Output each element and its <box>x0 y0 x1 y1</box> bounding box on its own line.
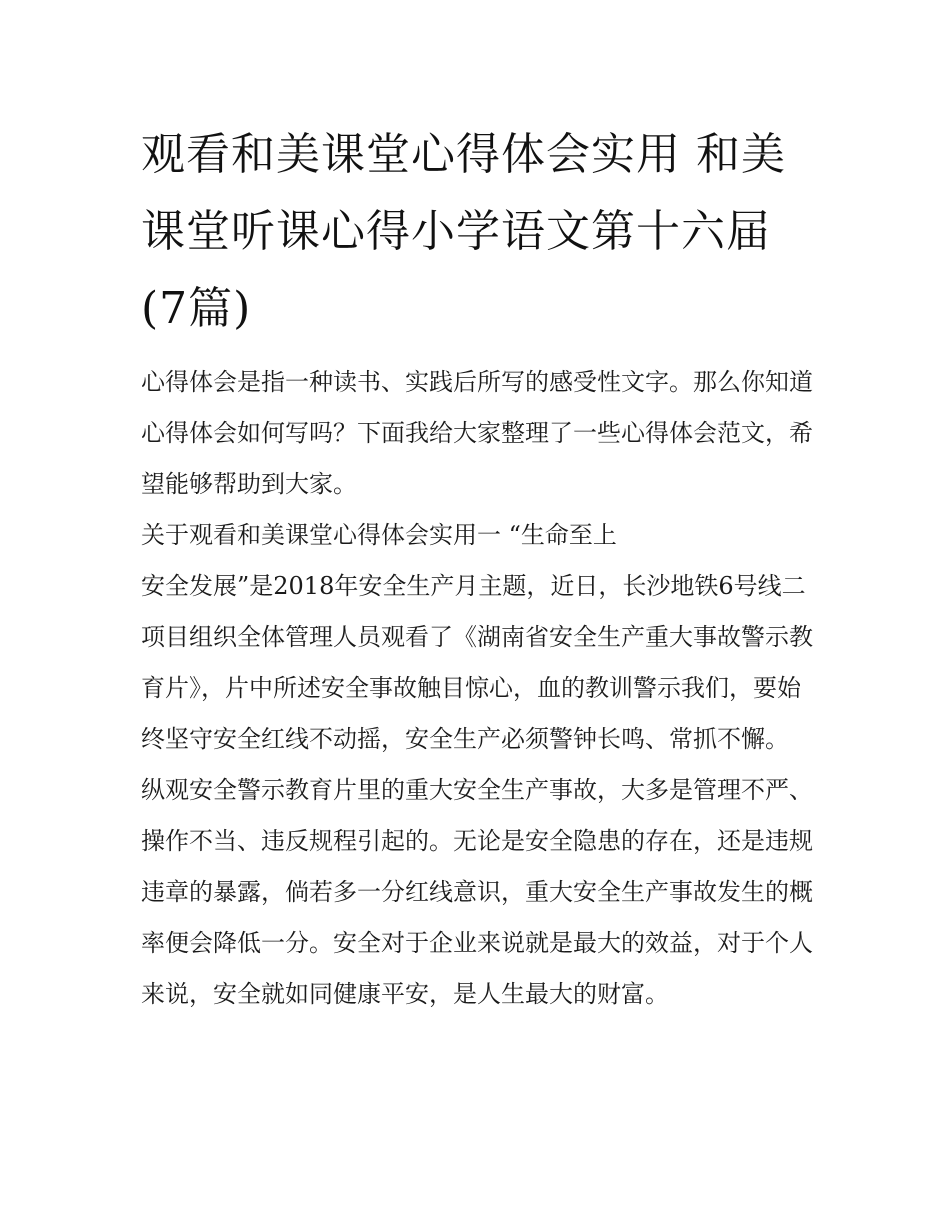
paragraph-intro: 心得体会是指一种读书、实践后所写的感受性文字。那么你知道心得体会如何写吗？下面我给大家整理了一些心得体会范文，希望能够帮助到大家。 <box>141 368 813 498</box>
paragraph-accident-review: 纵观安全警示教育片里的重大安全生产事故，大多是管理不严、操作不当、违反规程引起的。无论是安全隐患的存在，还是违规违章的暴露，倘若多一分红线意识，重大安全生产事故发生的概率便会降低一分。安全对于企业来说就是最大的效益，对于个人来说，安全就如同健康平安，是人生最大的财富。 <box>141 776 813 1008</box>
paragraph-section-heading: 关于观看和美课堂心得体会实用一 “生命至上 <box>141 521 617 549</box>
paragraph-safety-month: 安全发展”是2018年安全生产月主题，近日，长沙地铁6号线二项目组织全体管理人员观看了《湖南省安全生产重大事故警示教育片》，片中所述安全事故触目惊心，血的教训警示我们，要始终坚守安全红线不动摇，安全生产必须警钟长鸣、常抓不懈。 <box>141 572 813 753</box>
document-title: 观看和美课堂心得体会实用 和美课堂听课心得小学语文第十六届(7篇) <box>141 129 786 334</box>
document-body <box>141 116 817 1020</box>
